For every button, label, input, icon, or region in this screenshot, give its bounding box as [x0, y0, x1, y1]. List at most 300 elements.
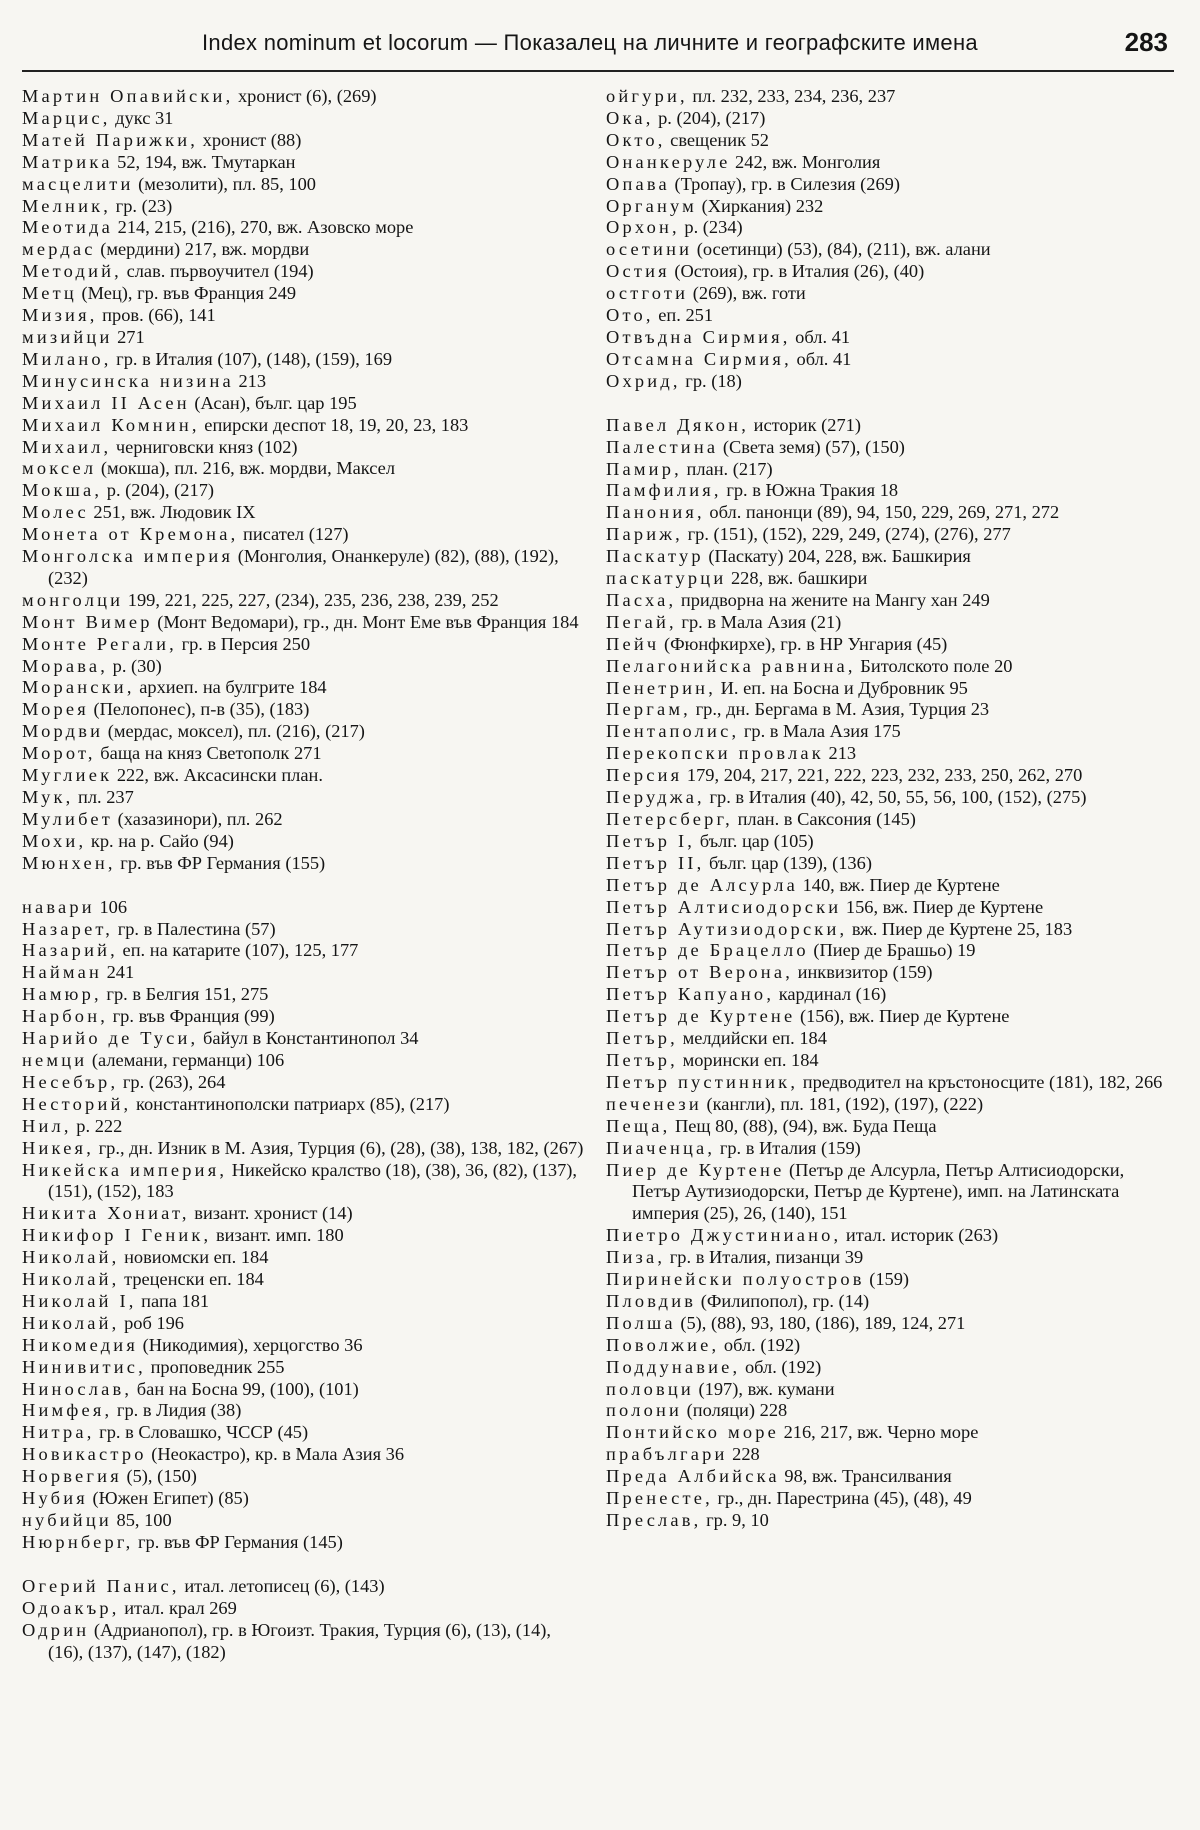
index-entry — [606, 437, 1174, 459]
entry-headword: Остия — [606, 261, 670, 282]
entry-headword: Мартин Опавийски, — [22, 86, 234, 106]
entry-references: (269), вж. готи — [688, 283, 806, 304]
index-entry — [22, 1357, 584, 1379]
index-entry — [606, 809, 1174, 831]
index-entry — [606, 1116, 1174, 1138]
entry-headword: Монте Регали, — [22, 633, 177, 654]
index-entry — [606, 787, 1174, 809]
entry-headword: Пловдив — [606, 1290, 697, 1311]
running-header — [22, 26, 1174, 72]
entry-headword: Нарийо де Туси, — [22, 1028, 199, 1049]
index-entry — [606, 108, 1174, 130]
index-entry — [606, 415, 1174, 437]
index-entry — [606, 940, 1174, 962]
index-entry — [22, 415, 584, 437]
entry-headword: печенези — [606, 1093, 702, 1114]
index-entry — [22, 656, 584, 678]
entry-headword: Памфилия, — [606, 480, 722, 501]
index-entry — [606, 1269, 1174, 1291]
entry-references: 216, 217, вж. Черно море — [779, 1422, 979, 1443]
entry-references: 213 — [823, 743, 857, 764]
entry-references: р. 222 — [71, 1115, 123, 1136]
index-entry — [606, 196, 1174, 218]
index-entry — [22, 1138, 584, 1160]
entry-headword: Нинослав, — [22, 1378, 133, 1399]
entry-references: хронист (88) — [198, 129, 302, 150]
index-entry — [22, 1444, 584, 1466]
index-entry — [22, 349, 584, 371]
entry-references: (Остоия), гр. в Италия (26), (40) — [669, 261, 925, 282]
entry-headword: мердас — [22, 239, 96, 260]
index-entry — [606, 1050, 1174, 1072]
entry-headword: Михаил Комнин, — [22, 414, 200, 435]
entry-headword: Минусинска низина — [22, 370, 234, 391]
entry-headword: Михаил, — [22, 436, 112, 457]
entry-headword: Перекопски провлак — [606, 743, 824, 764]
entry-headword: Охрид, — [606, 370, 681, 391]
entry-references: константинополски патриарх (85), (217) — [131, 1093, 450, 1114]
entry-references: визант. хронист (14) — [189, 1203, 353, 1224]
entry-headword: Огерий Панис, — [22, 1575, 180, 1596]
index-entry — [22, 1576, 584, 1598]
entry-headword: масцелити — [22, 173, 134, 194]
entry-headword: Петър, — [606, 1049, 678, 1070]
entry-headword: Монета от Кремона, — [22, 524, 239, 545]
entry-references: гр. в Белгия 151, 275 — [101, 984, 269, 1005]
entry-references: предводител на кръстоносците (181), 182, 266 — [798, 1071, 1163, 1092]
entry-headword: Преда Албийска — [606, 1466, 780, 1487]
entry-headword: Пренесте, — [606, 1488, 713, 1509]
entry-headword: Никомедия — [22, 1334, 138, 1355]
index-entry — [22, 437, 584, 459]
entry-references: черниговски княз (102) — [111, 436, 298, 457]
index-entry — [606, 1510, 1174, 1532]
entry-references: обл. панонци (89), 94, 150, 229, 269, 271, 272 — [704, 502, 1060, 523]
entry-references: (Хиркания) 232 — [697, 195, 824, 216]
entry-references: гр. във Франция (99) — [108, 1006, 275, 1027]
entry-headword: Опава — [606, 173, 670, 194]
entry-headword: Полша — [606, 1312, 676, 1333]
index-entry — [606, 678, 1174, 700]
entry-references: вж. Пиер де Куртене 25, 183 — [847, 918, 1073, 939]
entry-references: пл. 232, 233, 234, 236, 237 — [687, 86, 896, 106]
entry-headword: прабългари — [606, 1444, 728, 1465]
entry-headword: Матрика — [22, 151, 113, 172]
entry-references: 156, вж. Пиер де Куртене — [841, 896, 1044, 917]
index-entry — [22, 743, 584, 765]
index-entry — [22, 524, 584, 546]
index-entry — [606, 743, 1174, 765]
index-entry — [606, 502, 1174, 524]
index-entry — [22, 1335, 584, 1357]
entry-headword: Мук, — [22, 787, 74, 807]
entry-references: гр. в Словашко, ЧССР (45) — [94, 1422, 309, 1443]
index-entry — [22, 1160, 584, 1204]
index-entry — [22, 480, 584, 502]
index-entry — [606, 1072, 1174, 1094]
entry-headword: Преслав, — [606, 1510, 702, 1530]
entry-references: 228, вж. башкири — [726, 568, 868, 589]
entry-headword: Пиринейски полуостров — [606, 1269, 865, 1290]
index-entry — [606, 612, 1174, 634]
entry-references: гр. 9, 10 — [701, 1510, 769, 1530]
entry-headword: Морот, — [22, 743, 96, 764]
entry-references: писател (127) — [238, 524, 349, 545]
entry-headword: немци — [22, 1049, 88, 1070]
entry-references: (хазазинори), пл. 262 — [113, 808, 283, 829]
entry-references: (Пиер де Брашьо) 19 — [808, 940, 976, 961]
index-entry — [606, 1466, 1174, 1488]
entry-references: (197), вж. кумани — [693, 1378, 835, 1399]
index-entry — [22, 239, 584, 261]
index-entry — [606, 1006, 1174, 1028]
entry-headword: Петър I, — [606, 830, 696, 851]
entry-references: роб 196 — [119, 1312, 184, 1333]
entry-references: гр. в Палестина (57) — [113, 918, 276, 939]
entry-references: Битолското поле 20 — [855, 655, 1013, 676]
entry-headword: Несторий, — [22, 1093, 132, 1114]
entry-references: итал. крал 269 — [119, 1597, 237, 1618]
entry-headword: Пентаполис, — [606, 721, 740, 742]
entry-headword: Морански, — [22, 677, 135, 698]
entry-references: (Филипопол), гр. (14) — [696, 1290, 870, 1311]
index-entry — [606, 1379, 1174, 1401]
entry-references: бълг. цар (105) — [695, 830, 814, 851]
entry-references: мелдийски еп. 184 — [677, 1028, 827, 1049]
entry-headword: Перуджа, — [606, 787, 705, 808]
entry-headword: Николай I, — [22, 1290, 137, 1311]
index-entry — [22, 152, 584, 174]
entry-references: гр. в Италия (40), 42, 50, 55, 56, 100, (152), (275) — [704, 787, 1087, 808]
index-entry — [22, 1510, 584, 1532]
entry-headword: Намюр, — [22, 984, 102, 1005]
index-entry — [22, 174, 584, 196]
entry-headword: Матей Парижки, — [22, 129, 199, 150]
index-entry — [606, 1028, 1174, 1050]
entry-headword: Пегай, — [606, 611, 677, 632]
index-entry — [606, 984, 1174, 1006]
entry-headword: Петър де Брацелло — [606, 940, 809, 961]
index-entry — [22, 502, 584, 524]
index-entry — [606, 656, 1174, 678]
index-entry — [606, 919, 1174, 941]
index-entry — [606, 1225, 1174, 1247]
index-entry — [22, 1028, 584, 1050]
entry-references: (Паскату) 204, 228, вж. Башкирия — [703, 546, 971, 567]
entry-references: (Монголия, Онанкеруле) (82), (88), (192), (232) — [48, 546, 559, 588]
entry-references: (поляци) 228 — [682, 1400, 788, 1421]
entry-headword: Николай, — [22, 1269, 120, 1290]
entry-references: гр. в Италия (107), (148), (159), 169 — [111, 348, 393, 369]
entry-references: 214, 215, (216), 270, вж. Азовско море — [113, 217, 414, 238]
entry-references: итал. историк (263) — [841, 1225, 999, 1246]
index-entry — [606, 174, 1174, 196]
index-entry — [606, 1247, 1174, 1269]
index-entry — [606, 853, 1174, 875]
index-entry — [606, 699, 1174, 721]
entry-references: план. (217) — [681, 458, 773, 479]
index-entry — [22, 962, 584, 984]
entry-headword: Михаил II Асен — [22, 392, 190, 413]
entry-headword: мизийци — [22, 326, 113, 347]
entry-references: папа 181 — [136, 1290, 210, 1311]
entry-headword: навари — [22, 896, 95, 917]
index-entry — [606, 305, 1174, 327]
entry-references: кардинал (16) — [774, 984, 887, 1005]
entry-headword: Нюрнберг, — [22, 1531, 134, 1552]
index-entry — [606, 1291, 1174, 1313]
entry-references: (мердас, моксел), пл. (216), (217) — [103, 721, 365, 742]
entry-references: обл. (192) — [740, 1356, 822, 1377]
entry-headword: Одоакър, — [22, 1597, 120, 1618]
entry-references: (5), (150) — [121, 1466, 197, 1487]
entry-references: р. (234) — [679, 217, 743, 238]
entry-references: гр. в Мала Азия 175 — [739, 721, 901, 742]
entry-references: (Никодимия), херцогство 36 — [137, 1334, 363, 1355]
entry-references: 140, вж. Пиер де Куртене — [797, 874, 1000, 895]
index-entry — [22, 1072, 584, 1094]
index-entry — [606, 152, 1174, 174]
entry-references: 251, вж. Людовик IX — [88, 502, 256, 523]
entry-references: итал. летописец (6), (143) — [179, 1575, 385, 1596]
index-entry — [606, 327, 1174, 349]
entry-headword: Петерсберг, — [606, 809, 733, 829]
index-entry — [22, 1116, 584, 1138]
entry-headword: Пиаченца, — [606, 1137, 716, 1158]
index-entry — [22, 919, 584, 941]
entry-references: Никейско кралство (18), (38), 36, (82), (137), (151), (152), 183 — [48, 1159, 578, 1202]
entry-headword: Пасха, — [606, 589, 677, 610]
entry-references: 52, 194, вж. Тмутаркан — [112, 151, 296, 172]
entry-references: гр. в Персия 250 — [176, 633, 311, 654]
index-entry — [22, 984, 584, 1006]
entry-headword: Пейч — [606, 633, 660, 654]
entry-references: (алемани, германци) 106 — [87, 1049, 285, 1070]
index-entry — [22, 1532, 584, 1554]
entry-headword: Нарбон, — [22, 1006, 109, 1027]
entry-headword: Мулибет — [22, 808, 114, 829]
entry-references: кр. на р. Сайо (94) — [86, 830, 234, 851]
entry-references: гр. (23) — [111, 195, 173, 216]
entry-references: (мезолити), пл. 85, 100 — [133, 173, 317, 194]
index-entry — [22, 1291, 584, 1313]
index-entry — [606, 239, 1174, 261]
index-entry — [606, 765, 1174, 787]
entry-headword: Поддунавие, — [606, 1356, 741, 1377]
entry-headword: Органум — [606, 195, 698, 216]
entry-references: (5), (88), 93, 180, (186), 189, 124, 271 — [675, 1312, 966, 1333]
entry-headword: Ока, — [606, 107, 654, 128]
index-entry — [22, 1247, 584, 1269]
right-column — [606, 86, 1174, 1663]
index-entry — [606, 962, 1174, 984]
entry-headword: Пиер де Куртене — [606, 1159, 785, 1180]
index-entry — [22, 393, 584, 415]
entry-headword: Паскатур — [606, 546, 704, 567]
entry-references: пл. 237 — [73, 787, 134, 807]
entry-references: гр. в Мала Азия (21) — [676, 611, 842, 632]
entry-references: (кангли), пл. 181, (192), (197), (222) — [701, 1093, 984, 1114]
index-entry — [22, 940, 584, 962]
entry-headword: Никифор I Геник, — [22, 1225, 212, 1246]
entry-references: морински еп. 184 — [677, 1049, 819, 1070]
index-entry — [22, 1094, 584, 1116]
index-entry — [606, 1313, 1174, 1335]
entry-headword: Никейска империя, — [22, 1159, 228, 1180]
entry-references: р. (204), (217) — [653, 107, 766, 128]
entry-headword: нубийци — [22, 1510, 112, 1530]
entry-headword: Нил, — [22, 1115, 72, 1136]
entry-references: Пещ 80, (88), (94), вж. Буда Пеща — [670, 1115, 937, 1136]
entry-headword: Николай, — [22, 1247, 120, 1268]
entry-headword: Париж, — [606, 524, 683, 545]
entry-headword: остготи — [606, 283, 689, 304]
entry-headword: Николай, — [22, 1312, 120, 1333]
entry-headword: Палестина — [606, 436, 719, 457]
index-entry — [22, 721, 584, 743]
entry-references: (мердини) 217, вж. мордви — [95, 239, 310, 260]
entry-references: гр. във ФР Германия (145) — [133, 1531, 343, 1552]
entry-headword: Нитра, — [22, 1422, 95, 1443]
entry-headword: Никея, — [22, 1137, 95, 1158]
entry-references: 241 — [102, 962, 135, 983]
index-entry — [606, 875, 1174, 897]
index-entry — [606, 721, 1174, 743]
entry-headword: Пиетро Джустиниано, — [606, 1225, 842, 1246]
entry-headword: Нубия — [22, 1488, 88, 1509]
index-entry — [22, 1050, 584, 1072]
entry-headword: Монт Вимер — [22, 611, 153, 632]
entry-headword: Новикастро — [22, 1444, 147, 1465]
left-column — [22, 86, 584, 1663]
index-entry — [606, 546, 1174, 568]
entry-headword: Мокша, — [22, 480, 103, 501]
index-entry — [22, 458, 584, 480]
index-entry — [22, 590, 584, 612]
index-entry — [22, 108, 584, 130]
entry-references: (Тропау), гр. в Силезия (269) — [669, 173, 901, 194]
entry-headword: Морея — [22, 699, 89, 720]
entry-headword: Петър, — [606, 1028, 678, 1049]
entry-references: (Петър де Алсурла, Петър Алтисиодорски, Петър Аутизиодорски, Петър де Куртене), имп. на Латинската империя (25), 26, (140), 151 — [632, 1159, 1125, 1224]
entry-references: обл. 41 — [791, 348, 852, 369]
index-entry — [22, 327, 584, 349]
entry-references: придворна на жените на Мангу хан 249 — [676, 589, 990, 610]
entry-references: (Асан), бълг. цар 195 — [189, 392, 357, 413]
index-entry — [606, 590, 1174, 612]
entry-headword: Монголска империя — [22, 546, 234, 567]
entry-references: (Фюнфкирхе), гр. в НР Унгария (45) — [659, 633, 948, 654]
index-entry — [606, 86, 1174, 108]
entry-references: (Света земя) (57), (150) — [718, 436, 905, 457]
entry-headword: Назарий, — [22, 940, 118, 961]
entry-headword: Мелник, — [22, 195, 112, 216]
entry-headword: Пиза, — [606, 1247, 666, 1268]
entry-references: (осетинци) (53), (84), (211), вж. алани — [692, 239, 991, 260]
entry-references: епирски деспот 18, 19, 20, 23, 183 — [199, 414, 469, 435]
entry-references: (Адрианопол), гр. в Югоизт. Тракия, Турция (6), (13), (14), (16), (137), (147), (182) — [48, 1619, 552, 1662]
index-entry — [22, 1379, 584, 1401]
entry-headword: монголци — [22, 589, 124, 610]
entry-references: слав. първоучител (194) — [121, 261, 314, 282]
entry-headword: Мохи, — [22, 830, 87, 851]
index-entry — [22, 217, 584, 239]
entry-references: 271 — [112, 326, 145, 347]
entry-references: бан на Босна 99, (100), (101) — [132, 1378, 359, 1399]
entry-references: баща на княз Светополк 271 — [95, 743, 322, 764]
index-entry — [606, 568, 1174, 590]
entry-references: гр., дн. Изник в М. Азия, Турция (6), (28), (38), 138, 182, (267) — [94, 1137, 584, 1158]
entry-headword: Норвегия — [22, 1466, 122, 1487]
index-entry — [606, 349, 1174, 371]
index-entry — [22, 1620, 584, 1664]
index-entry — [22, 371, 584, 393]
index-entry — [22, 897, 584, 919]
entry-headword: Орхон, — [606, 217, 680, 238]
entry-references: 242, вж. Монголия — [730, 151, 881, 172]
entry-references: бълг. цар (139), (136) — [704, 852, 872, 873]
entry-headword: Мордви — [22, 721, 104, 742]
entry-references: историк (271) — [749, 414, 861, 435]
entry-headword: Отсамна Сирмия, — [606, 348, 792, 369]
entry-headword: Петър Алтисиодорски — [606, 896, 842, 917]
index-entry — [606, 371, 1174, 393]
entry-headword: Муглиек — [22, 765, 113, 786]
index-entry — [606, 217, 1174, 239]
entry-headword: Методий, — [22, 261, 122, 282]
entry-headword: половци — [606, 1378, 694, 1399]
entry-headword: Мизия, — [22, 305, 98, 326]
entry-references: 213 — [233, 370, 267, 391]
entry-headword: полони — [606, 1400, 683, 1421]
index-entry — [22, 305, 584, 327]
entry-headword: Нимфея, — [22, 1400, 113, 1421]
entry-headword: Нинивитис, — [22, 1356, 146, 1377]
index-entry — [22, 1598, 584, 1620]
entry-headword: моксел — [22, 458, 97, 479]
index-entry — [22, 1203, 584, 1225]
index-entry — [22, 1400, 584, 1422]
index-entry — [606, 1488, 1174, 1510]
entry-references: гр., дн. Бергама в М. Азия, Турция 23 — [690, 699, 990, 720]
index-entry — [606, 261, 1174, 283]
entry-headword: Онанкеруле — [606, 151, 731, 172]
entry-references: (Мец), гр. във Франция 249 — [76, 283, 297, 304]
entry-references: обл. 41 — [790, 326, 851, 347]
entry-references: дукс 31 — [110, 107, 174, 128]
entry-references: новиомски еп. 184 — [119, 1247, 269, 1268]
index-entry — [606, 283, 1174, 305]
entry-references: треценски еп. 184 — [119, 1269, 264, 1290]
entry-references: гр. във ФР Германия (155) — [115, 852, 326, 873]
entry-headword: осетини — [606, 239, 693, 260]
entry-headword: ойгури, — [606, 86, 688, 106]
entry-references: гр. в Италия, пизанци 39 — [665, 1247, 864, 1268]
index-entry — [22, 1488, 584, 1510]
entry-references: 228 — [727, 1444, 760, 1465]
index-entry — [606, 1400, 1174, 1422]
entry-headword: Марцис, — [22, 107, 111, 128]
entry-headword: Метц — [22, 283, 77, 304]
entry-references: гр., дн. Парестрина (45), (48), 49 — [712, 1488, 972, 1509]
entry-references: пров. (66), 141 — [97, 305, 216, 326]
entry-references: (Неокастро), кр. в Мала Азия 36 — [146, 1444, 405, 1465]
index-entry — [606, 897, 1174, 919]
index-entry — [606, 831, 1174, 853]
entry-references: гр. (151), (152), 229, 249, (274), (276), 277 — [683, 524, 1011, 545]
entry-headword: Морава, — [22, 655, 109, 676]
entry-headword: Ото, — [606, 305, 654, 326]
